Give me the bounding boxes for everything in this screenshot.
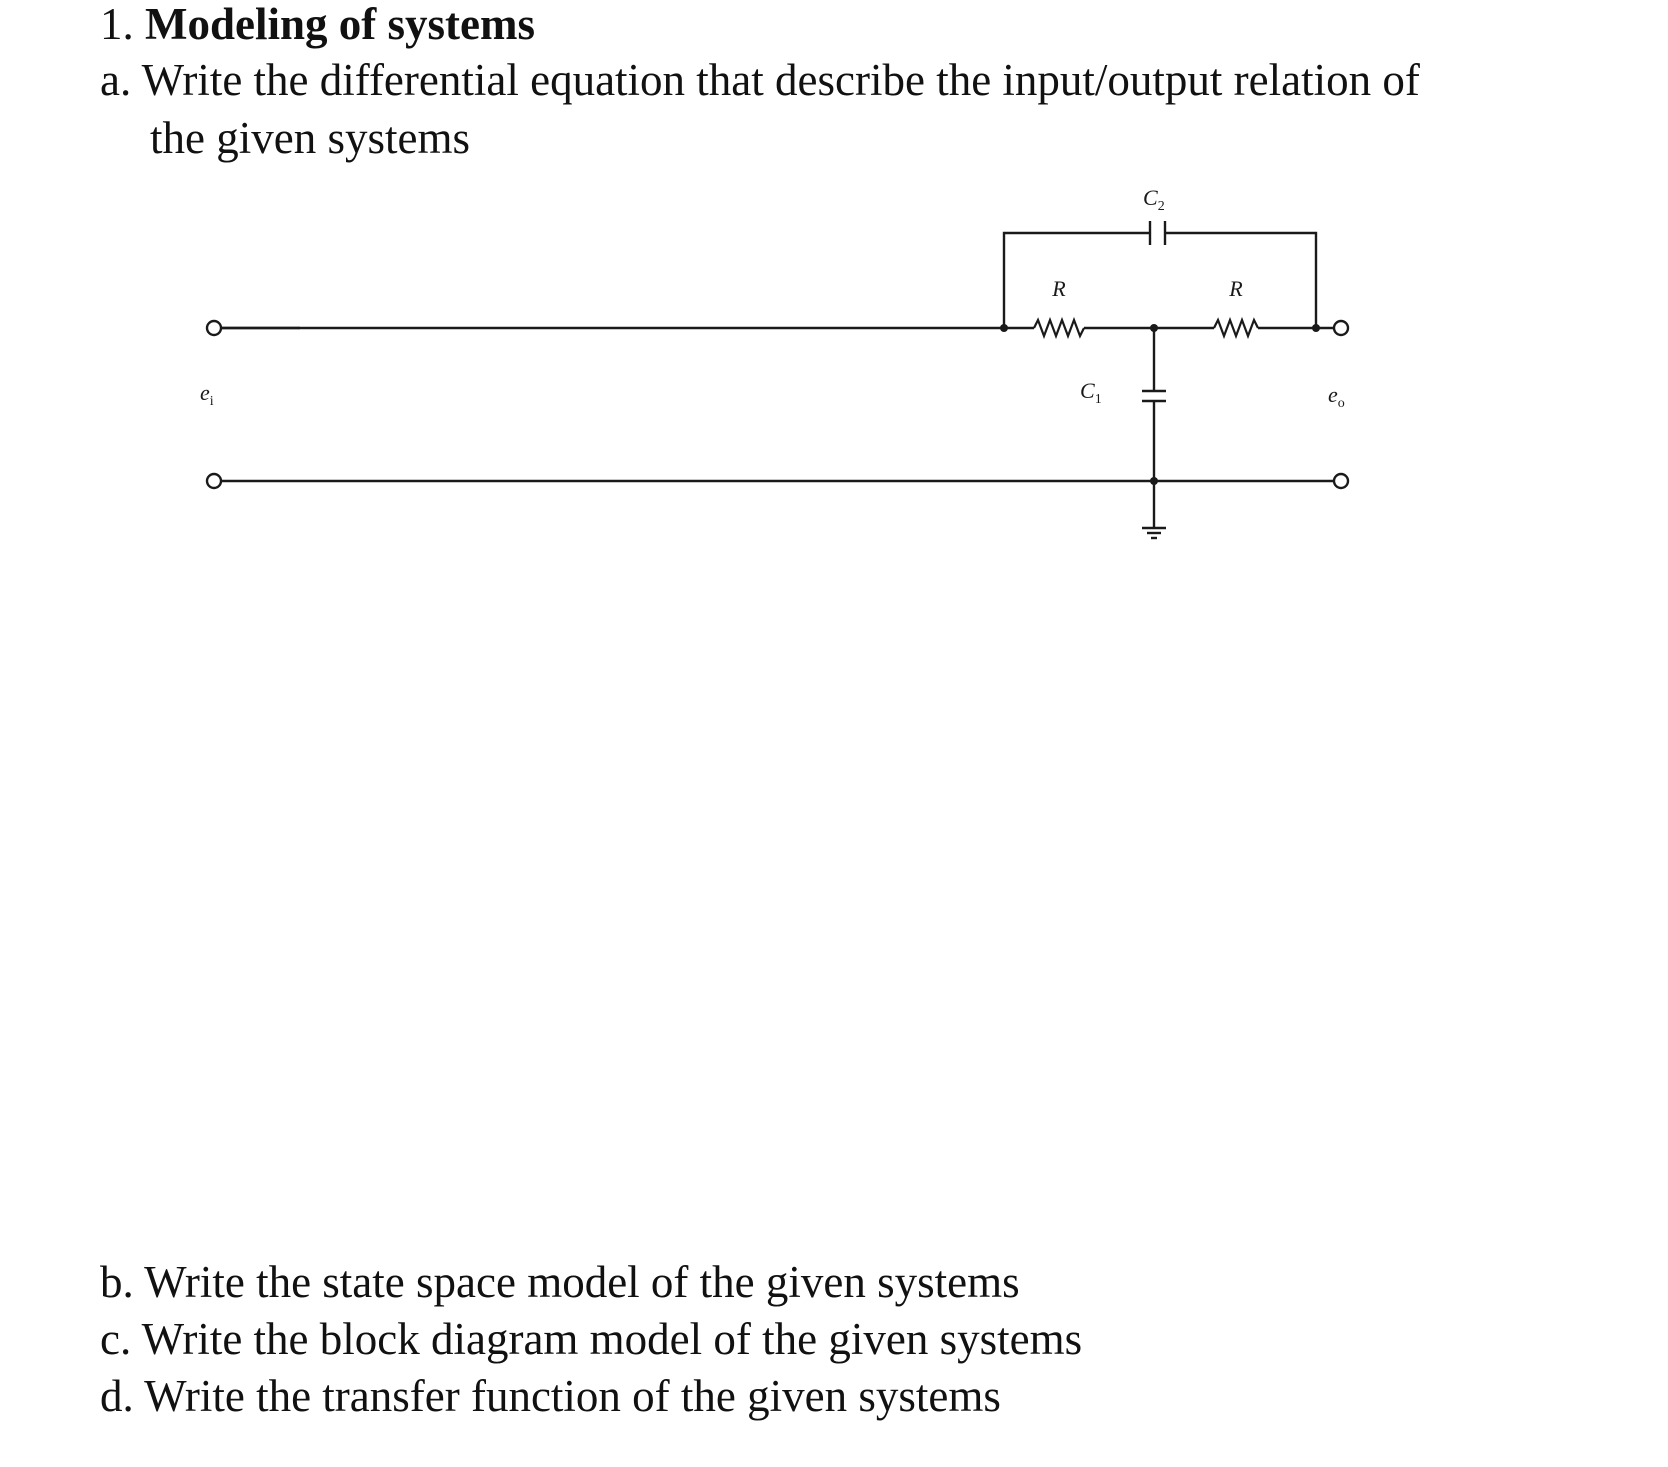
label-r-left: R [1052,276,1066,301]
label-c1: $C_1$ [1080,378,1102,407]
heading-title: Modeling of systems [145,0,535,49]
question-a-line2: the given systems [150,113,470,163]
circuit-terminals [0,0,1668,600]
label-r-right: R [1229,276,1243,301]
question-c: c. Write the block diagram model of the given systems [100,1314,1083,1364]
question-d: d. Write the transfer function of the given systems [100,1371,1001,1421]
heading-number: 1. [100,0,134,49]
question-b: b. Write the state space model of the given systems [100,1257,1020,1307]
question-a-line1: a. Write the differential equation that describe the input/output relation of [100,55,1420,105]
label-eo: $e_o$ [1328,382,1345,411]
label-c2: $C_2$ [1143,185,1165,214]
label-ei: $e_i$ [200,380,214,409]
